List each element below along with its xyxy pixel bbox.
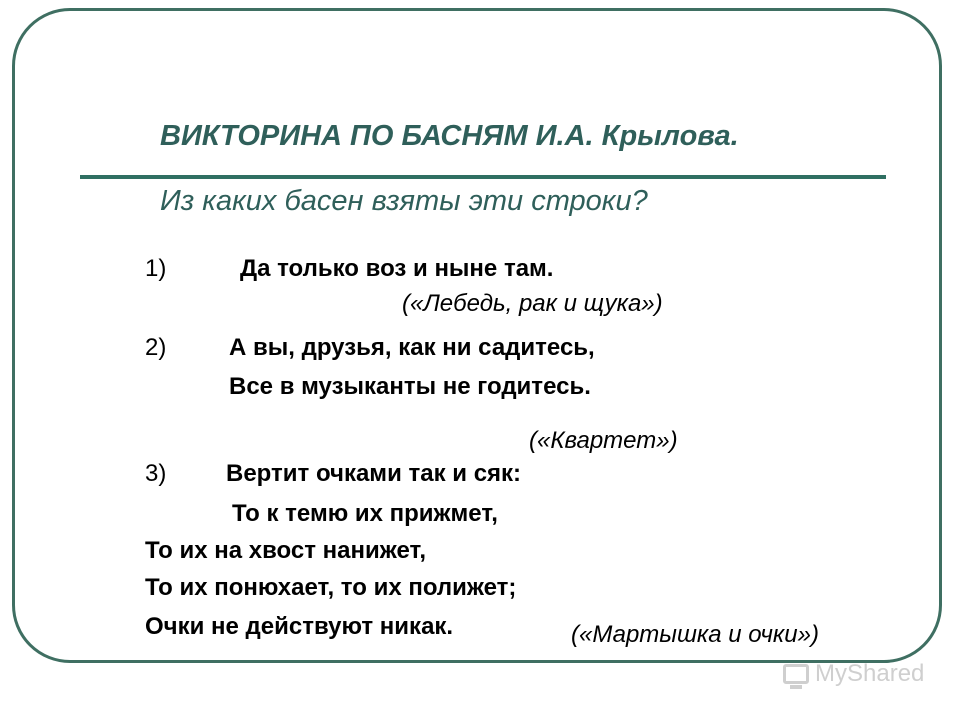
watermark	[783, 658, 924, 690]
item-3-line-4: То их понюхает, то их полижет;	[145, 574, 517, 601]
item-3-line-3: То их на хвост нанижет,	[145, 537, 427, 564]
item-1-answer: («Лебедь, рак и щука»)	[402, 290, 663, 317]
monitor-icon	[783, 664, 809, 684]
title-divider	[80, 175, 886, 179]
quiz-title: ВИКТОРИНА ПО БАСНЯМ И.А. Крылова.	[160, 120, 739, 152]
item-3-line-5: Очки не действуют никак.	[145, 613, 454, 640]
item-3-line-2: То к темю их прижмет,	[232, 500, 498, 527]
item-2-line-2: Все в музыканты не годитесь.	[229, 373, 591, 400]
item-3-answer: («Мартышка и очки»)	[571, 621, 819, 648]
item-2-line-1: А вы, друзья, как ни садитесь,	[229, 334, 595, 361]
watermark-text: MyShared	[815, 660, 925, 687]
item-1-line-1: Да только воз и ныне там.	[240, 255, 554, 282]
item-3-line-1: Вертит очками так и сяк:	[226, 460, 522, 487]
item-1-number: 1)	[145, 255, 167, 282]
item-2-answer: («Квартет»)	[529, 427, 678, 454]
quiz-question: Из каких басен взяты эти строки?	[160, 185, 648, 217]
item-3-number: 3)	[145, 460, 167, 487]
item-2-number: 2)	[145, 334, 167, 361]
